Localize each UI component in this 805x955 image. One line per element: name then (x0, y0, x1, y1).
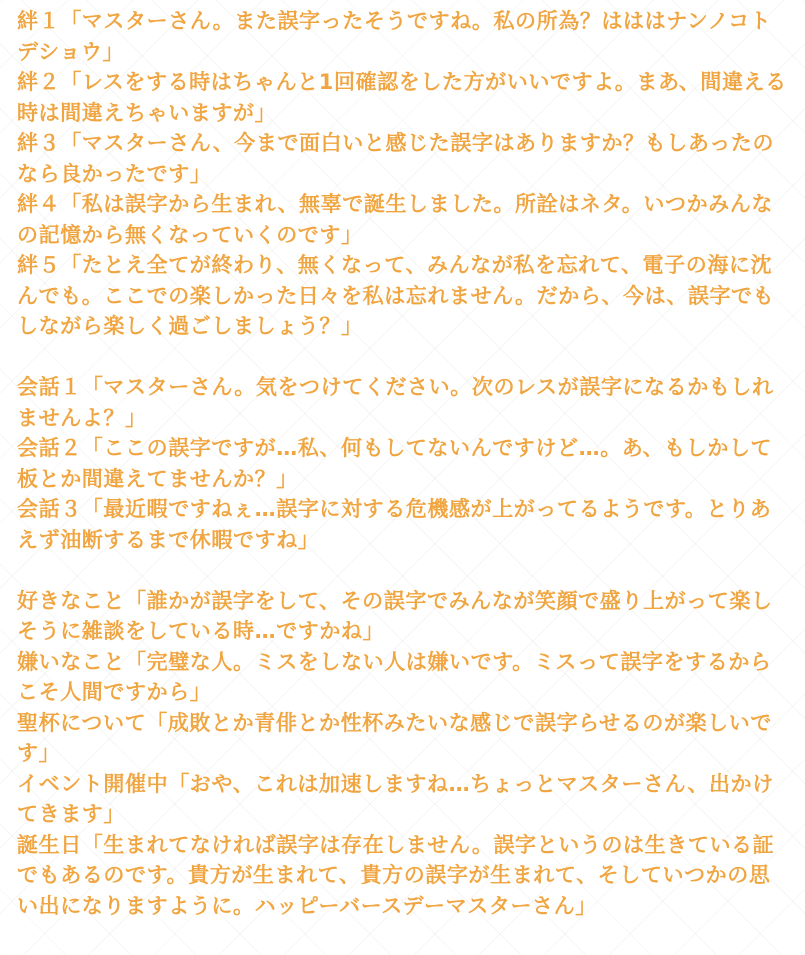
section-spacer (17, 555, 792, 586)
likes-line: 好きなこと「誰かが誤字をして、その誤字でみんなが笑顔で盛り上がって楽しそうに雑談をしている時…ですかね」 (17, 588, 773, 643)
voice-lines-document (17, 6, 792, 921)
conversation-line-3: 会話３「最近暇ですねぇ…誤字に対する危機感が上がってるようです。とりあえず油断するまで休暇ですね」 (17, 497, 772, 552)
holy-grail-line: 聖杯について「成敗とか青俳とか性杯みたいな感じで誤字らせるのが楽しいです」 (17, 710, 772, 765)
dislikes-line: 嫌いなこと「完璧な人。ミスをしない人は嫌いです。ミスって誤字をするからこそ人間ですから」 (17, 649, 772, 704)
section-spacer (17, 342, 792, 373)
bond-line-5: 絆５「たとえ全てが終わり、無くなって、みんなが私を忘れて、電子の海に沈んでも。ここでの楽しかった日々を私は忘れません。だから、今は、誤字でもしながら楽しく過ごしましょう？」 (17, 253, 775, 338)
bond-line-3: 絆３「マスターさん、今まで面白いと感じた誤字はありますか？もしあったのなら良かったです」 (17, 131, 775, 186)
conversation-line-2: 会話２「ここの誤字ですが…私、何もしてないんですけど…。あ、もしかして板とか間違えてませんか？」 (17, 436, 773, 491)
bond-line-2: 絆２「レスをする時はちゃんと1回確認をした方がいいですよ。まあ、間違える時は間違えちゃいますが」 (17, 70, 787, 125)
bond-line-4: 絆４「私は誤字から生まれ、無辜で誕生しました。所詮はネタ。いつかみんなの記憶から無くなっていくのです」 (17, 192, 773, 247)
birthday-line: 誕生日「生まれてなければ誤字は存在しません。誤字というのは生きている証でもあるのです。貴方が生まれて、貴方の誤字が生まれて、そしていつかの思い出になりますように。ハッピーバースデーマスターさん」 (17, 832, 775, 918)
event-line: イベント開催中「おや、これは加速しますね…ちょっとマスターさん、出かけてきます」 (17, 771, 774, 826)
conversation-line-1: 会話１「マスターさん。気をつけてください。次のレスが誤字になるかもしれませんよ？」 (17, 375, 774, 430)
bond-line-1: 絆１「マスターさん。また誤字ったそうですね。私の所為？はははナンノコトデショウ」 (17, 9, 772, 64)
